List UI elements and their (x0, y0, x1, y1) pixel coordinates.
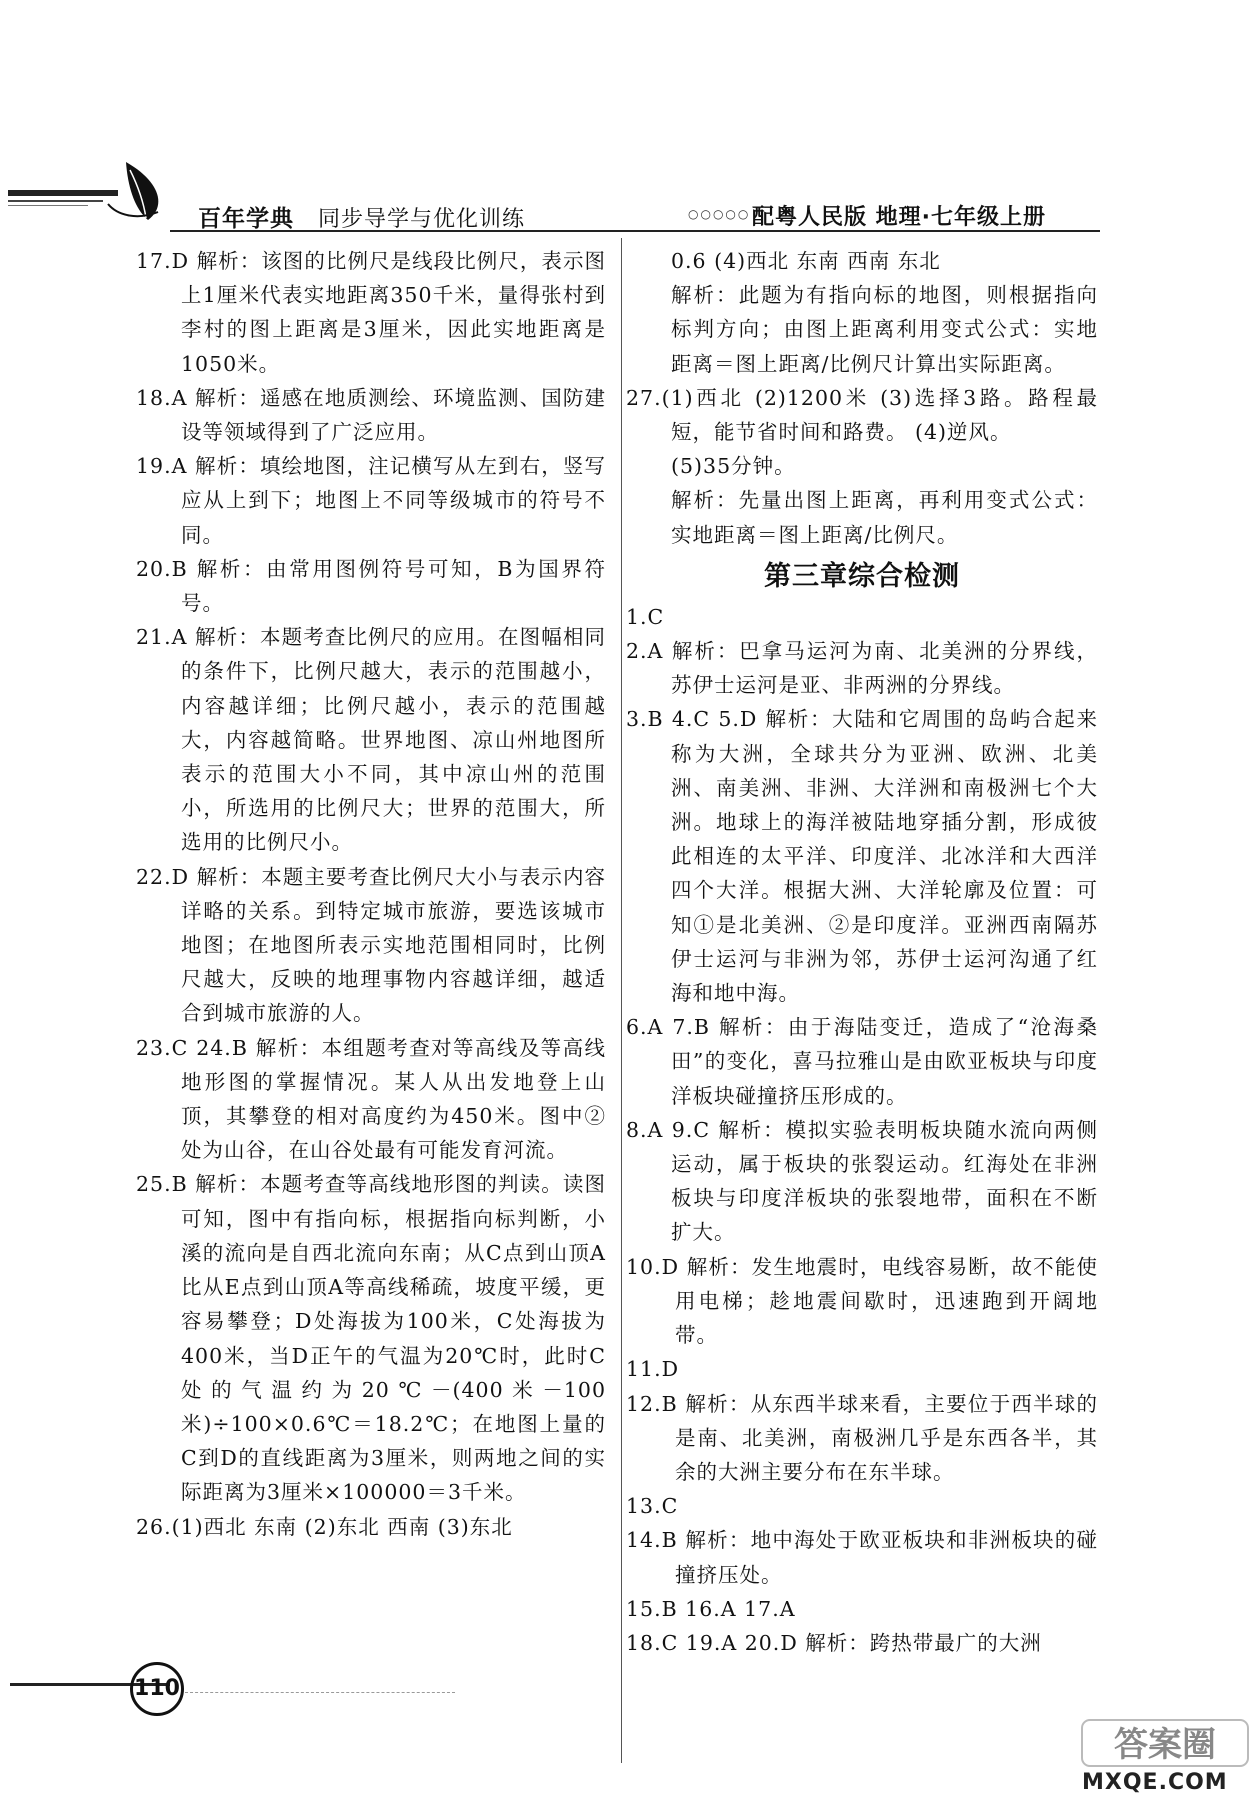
answer-paragraph: (5)35分钟。 (671, 454, 796, 479)
answer-paragraph: 22.D 解析：本题主要考查比例尺大小与表示内容详略的关系。到特定城市旅游，要选该城市地图；在地图所表示实地范围相同时，比例尺越大，反映的地理事物内容越详细，越适合到城市旅游的人。 (136, 864, 606, 1026)
watermark-text: MXQE.COM (1082, 1770, 1228, 1795)
answer-paragraph: 6.A 7.B 解析：由于海陆变迁，造成了“沧海桑田”的变化，喜马拉雅山是由欧亚板块与印度洋板块碰撞挤压形成的。 (626, 1015, 1098, 1108)
page-number: 110 (130, 1662, 184, 1716)
answer-paragraph: 20.B 解析：由常用图例符号可知，B为国界符号。 (136, 556, 606, 616)
answer-paragraph: 2.A 解析：巴拿马运河为南、北美洲的分界线，苏伊士运河是亚、非两洲的分界线。 (626, 639, 1098, 698)
right-column (626, 244, 1098, 1660)
left-column (136, 244, 606, 1544)
footer-dashed-rule (185, 1692, 455, 1693)
answer-paragraph: 1.C (626, 604, 665, 629)
header-rule (170, 230, 1100, 232)
answer-paragraph: 15.B 16.A 17.A (626, 1596, 796, 1621)
answer-paragraph: 14.B 解析：地中海处于欧亚板块和非洲板块的碰撞挤压处。 (626, 1528, 1098, 1587)
answer-paragraph: 13.C (626, 1494, 679, 1519)
book-subtitle: 同步导学与优化训练 (318, 207, 526, 232)
answer-paragraph: 12.B 解析：从东西半球来看，主要位于西半球的是南、北美洲，南极洲几乎是东西各半，其余的大洲主要分布在东半球。 (626, 1391, 1098, 1484)
book-brand: 百年学典 (198, 206, 294, 232)
answer-paragraph: 3.B 4.C 5.D 解析：大陆和它周围的岛屿合起来称为大洲，全球共分为亚洲、欧洲、北美洲、南美洲、非洲、大洋洲和南极洲七个大洲。地球上的海洋被陆地穿插分割，形成彼此相连的太平洋、印度洋、北冰洋和大西洋四个大洋。根据大洲、大洋轮廓及位置：可知①是北美洲、②是印度洋。亚洲西南隔苏伊士运河与非洲为邻，苏伊士运河沟通了红海和地中海。 (626, 707, 1098, 1006)
answer-paragraph: 21.A 解析：本题考查比例尺的应用。在图幅相同的条件下，比例尺越大，表示的范围越小，内容越详细；比例尺越小，表示的范围越大，内容越简略。世界地图、凉山州地图所表示的范围大小不同，其中凉山州的范围小，所选用的比例尺大；世界的范围大，所选用的比例尺小。 (136, 625, 606, 855)
section-title: 第三章综合检测 (764, 560, 960, 592)
answer-paragraph: 10.D 解析：发生地震时，电线容易断，故不能使用电梯；趁地震间歇时，迅速跑到开阔地带。 (626, 1254, 1098, 1348)
answer-paragraph: 18.A 解析：遥感在地质测绘、环境监测、国防建设等领域得到了广泛应用。 (136, 385, 606, 445)
quill-pen-logo-icon (8, 160, 178, 222)
answer-paragraph: 解析：此题为有指向标的地图，则根据指向标判方向；由图上距离利用变式公式：实地距离＝图上距离/比例尺计算出实际距离。 (671, 283, 1098, 376)
answer-paragraph: 23.C 24.B 解析：本组题考查对等高线及等高线地形图的掌握情况。某人从出发地登上山顶，其攀登的相对高度约为450米。图中②处为山谷，在山谷处最有可能发育河流。 (136, 1035, 606, 1163)
answer-paragraph: 17.D 解析：该图的比例尺是线段比例尺，表示图上1厘米代表实地距离350千米，量得张村到李村的图上距离是3厘米，因此实地距离是1050米。 (136, 249, 606, 376)
column-divider (621, 238, 622, 1763)
answer-paragraph: 19.A 解析：填绘地图，注记横写从左到右，竖写应从上到下；地图上不同等级城市的符号不同。 (136, 454, 606, 547)
header-dots: ○○○○○ (688, 207, 751, 221)
watermark-logo-text: 答案圈 (1114, 1725, 1216, 1765)
answer-paragraph: 解析：先量出图上距离，再利用变式公式：实地距离＝图上距离/比例尺。 (671, 488, 1098, 547)
answer-paragraph: 27.(1)西北 (2)1200米 (3)选择3路。路程最短，能节省时间和路费。 (4)逆风。 (626, 385, 1098, 445)
book-edition: 配粤人民版 地理·七年级上册 (752, 205, 1047, 230)
page-header (0, 150, 1254, 230)
answer-paragraph: 0.6 (4)西北 东南 西南 东北 (671, 249, 941, 273)
answer-paragraph: 18.C 19.A 20.D 解析：跨热带最广的大洲 (626, 1630, 1042, 1655)
answer-paragraph: 26.(1)西北 东南 (2)东北 西南 (3)东北 (136, 1514, 513, 1539)
answer-paragraph: 8.A 9.C 解析：模拟实验表明板块随水流向两侧运动，属于板块的张裂运动。红海处在非洲板块与印度洋板块的张裂地带，面积在不断扩大。 (626, 1117, 1098, 1245)
answer-paragraph: 11.D (626, 1357, 680, 1382)
answer-paragraph: 25.B 解析：本题考查等高线地形图的判读。读图可知，图中有指向标，根据指向标判断，小溪的流向是自西北流向东南；从C点到山顶A比从E点到山顶A等高线稀疏，坡度平缓，更容易攀登；D处海拔为100米，C处海拔为400米，当D正午的气温为20℃时，此时C处的气温约为20℃－(400米－100米)÷100×0.6℃＝18.2℃；在地图上量的C到D的直线距离为3厘米，则两地之间的实际距离为3厘米×100000＝3千米。 (136, 1172, 606, 1505)
